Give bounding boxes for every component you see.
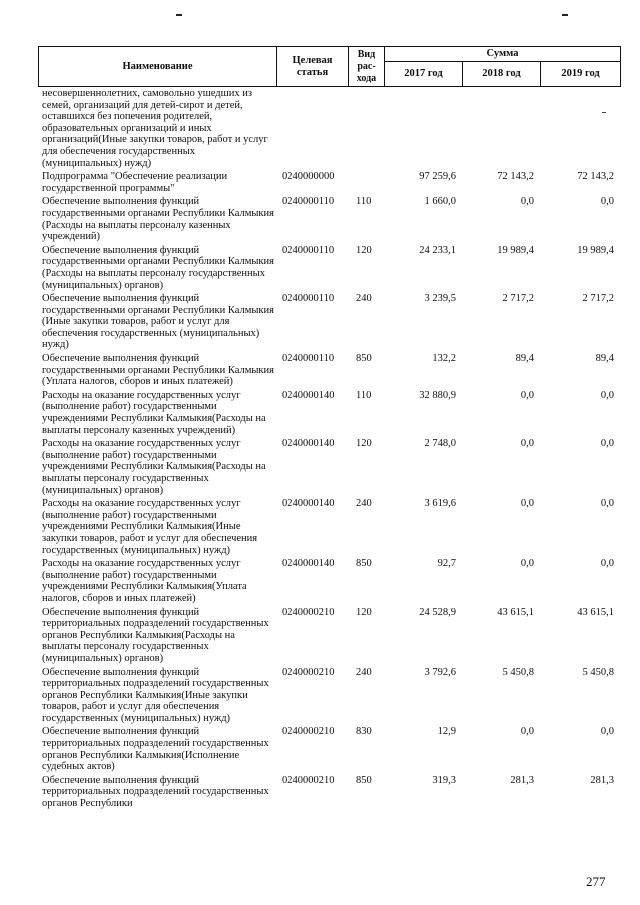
row-target-code: 0240000140 <box>282 498 335 510</box>
row-name: Обеспечение выполнения функций государственными органами Республики Калмыкия (Расходы на выплаты персоналу государственных (муниципальных) органов) <box>42 244 274 291</box>
row-amount-2017: 24 233,1 <box>419 244 456 256</box>
row-amount-2019: 89,4 <box>595 353 614 365</box>
table-row <box>38 291 620 351</box>
row-amount-2018: 5 450,8 <box>502 666 534 678</box>
row-expense-type: 240 <box>356 666 372 678</box>
header-target: Целевая статья <box>277 47 349 87</box>
table-row <box>38 496 620 556</box>
row-amount-2017: 2 748,0 <box>424 438 456 450</box>
row-expense-type: 240 <box>356 498 372 510</box>
top-mark-left <box>176 14 182 16</box>
row-amount-2019: 0,0 <box>600 438 614 450</box>
row-amount-2019: 0,0 <box>600 498 614 510</box>
row-name: Обеспечение выполнения функций территориальных подразделений государственных органов Республики Калмыкия(Расходы на выплаты персоналу государственных (муниципальных) органов) <box>42 606 269 664</box>
row-expense-type <box>348 88 384 169</box>
header-vid: Вид рас-хода <box>349 47 385 87</box>
row-name: Расходы на оказание государственных услуг (выполнение работ) государственными учреждениями Республики Калмыкия(Уплата налогов, сборов и иных платежей) <box>42 558 247 604</box>
row-amount-2019: 0,0 <box>600 558 614 570</box>
row-amount-2017: 3 239,5 <box>424 293 456 305</box>
row-amount-2017: 12,9 <box>437 726 456 738</box>
row-amount-2018: 19 989,4 <box>497 244 534 256</box>
row-amount-2019: 0,0 <box>600 196 614 208</box>
row-target-code: 0240000140 <box>282 438 335 450</box>
row-amount-2018: 72 143,2 <box>497 171 534 183</box>
row-amount-2018: 0,0 <box>520 438 534 450</box>
row-amount-2019 <box>540 88 620 169</box>
row-target-code <box>276 88 348 169</box>
table-row <box>38 605 620 665</box>
row-name: Обеспечение выполнения функций государственными органами Республики Калмыкия (Иные закупки товаров, работ и услуг для обеспечения государственных (муниципальных) нужд) <box>42 293 274 351</box>
row-amount-2018: 43 615,1 <box>497 606 534 618</box>
table-row <box>38 169 620 194</box>
header-year-2017: 2017 год <box>385 62 463 87</box>
page-number: 277 <box>586 874 606 889</box>
row-amount-2017: 3 792,6 <box>424 666 456 678</box>
row-amount-2018: 281,3 <box>510 774 534 786</box>
row-expense-type: 850 <box>356 774 372 786</box>
row-target-code: 0240000210 <box>282 666 335 678</box>
table-row <box>38 773 620 810</box>
row-expense-type: 110 <box>356 389 372 401</box>
row-target-code: 0240000210 <box>282 726 335 738</box>
table-row <box>38 665 620 725</box>
row-amount-2018: 2 717,2 <box>502 293 534 305</box>
table-row <box>38 243 620 291</box>
row-expense-type: 110 <box>356 196 372 208</box>
row-amount-2018: 0,0 <box>520 389 534 401</box>
row-name: Подпрограмма "Обеспечение реализации государственной программы" <box>42 171 228 194</box>
row-target-code: 0240000140 <box>282 389 335 401</box>
header-year-2018: 2018 год <box>463 62 541 87</box>
row-amount-2019: 19 989,4 <box>577 244 614 256</box>
table-row <box>38 388 620 436</box>
row-name: Обеспечение выполнения функций территориальных подразделений государственных органов Республики <box>42 774 269 810</box>
row-amount-2017: 92,7 <box>437 558 456 570</box>
row-name: Обеспечение выполнения функций государственными органами Республики Калмыкия (Расходы на выплаты персоналу казенных учреждений) <box>42 196 274 243</box>
table-header <box>38 46 621 87</box>
budget-table <box>38 88 620 810</box>
row-amount-2017: 97 259,6 <box>419 171 456 183</box>
row-amount-2019: 5 450,8 <box>582 666 614 678</box>
table-row <box>38 556 620 604</box>
row-amount-2017: 1 660,0 <box>424 196 456 208</box>
row-amount-2019: 2 717,2 <box>582 293 614 305</box>
row-amount-2018: 0,0 <box>520 498 534 510</box>
row-amount-2018: 0,0 <box>520 726 534 738</box>
row-name: Обеспечение выполнения функций государственными органами Республики Калмыкия (Уплата налогов, сборов и иных платежей) <box>42 353 274 388</box>
header-name: Наименование <box>39 47 277 87</box>
row-amount-2017: 3 619,6 <box>424 498 456 510</box>
header-year-2019: 2019 год <box>541 62 621 87</box>
table-row <box>38 351 620 388</box>
row-amount-2017: 319,3 <box>432 774 456 786</box>
row-amount-2017: 24 528,9 <box>419 606 456 618</box>
row-target-code: 0240000110 <box>282 293 335 305</box>
row-target-code: 0240000210 <box>282 606 335 618</box>
row-amount-2017 <box>384 88 462 169</box>
row-amount-2018 <box>462 88 540 169</box>
row-amount-2017: 32 880,9 <box>419 389 456 401</box>
row-name: Расходы на оказание государственных услуг (выполнение работ) государственными учреждениями Республики Калмыкия(Расходы на выплаты персоналу казенных учреждений) <box>42 389 266 436</box>
row-target-code: 0240000110 <box>282 196 335 208</box>
row-expense-type: 120 <box>356 606 372 618</box>
row-amount-2019: 43 615,1 <box>577 606 614 618</box>
row-expense-type: 240 <box>356 293 372 305</box>
row-expense-type: 120 <box>356 438 372 450</box>
row-amount-2018: 89,4 <box>515 353 534 365</box>
row-name: Расходы на оказание государственных услуг (выполнение работ) государственными учреждениями Республики Калмыкия(Расходы на выплаты персоналу государственных (муниципальных) органов) <box>42 438 266 496</box>
row-target-code: 0240000110 <box>282 353 335 365</box>
row-target-code: 0240000140 <box>282 558 335 570</box>
row-amount-2019: 0,0 <box>600 726 614 738</box>
row-name: Обеспечение выполнения функций территориальных подразделений государственных органов Республики Калмыкия(Исполнение судебных актов) <box>42 726 269 773</box>
row-amount-2018: 0,0 <box>520 196 534 208</box>
row-target-code: 0240000210 <box>282 774 335 786</box>
top-mark-right <box>562 14 568 16</box>
row-name: Обеспечение выполнения функций территориальных подразделений государственных органов Республики Калмыкия(Иные закупки товаров, работ и услуг для обеспечения государственных (муниципальных) нужд) <box>42 666 269 724</box>
header-sum: Сумма <box>385 47 621 62</box>
row-target-code: 0240000000 <box>282 171 335 183</box>
row-expense-type: 850 <box>356 558 372 570</box>
row-name: несовершеннолетних, самовольно ушедших из семей, организаций для детей-сирот и детей, оставшихся без попечения родителей, образовательных организаций и иных организаций(Иные закупки товаров, работ и услуг для обеспечения государственных (муниципальных) нужд) <box>42 88 268 169</box>
row-amount-2019: 0,0 <box>600 389 614 401</box>
row-expense-type: 850 <box>356 353 372 365</box>
row-expense-type <box>348 169 384 194</box>
row-amount-2018: 0,0 <box>520 558 534 570</box>
row-expense-type: 120 <box>356 244 372 256</box>
table-row <box>38 194 620 242</box>
row-target-code: 0240000110 <box>282 244 335 256</box>
table-row <box>38 88 620 169</box>
row-amount-2019: 72 143,2 <box>577 171 614 183</box>
table-row <box>38 436 620 496</box>
table-row <box>38 724 620 772</box>
row-name: Расходы на оказание государственных услуг (выполнение работ) государственными учреждениями Республики Калмыкия(Иные закупки товаров, работ и услуг для обеспечения государственных (муниципальных) нужд) <box>42 498 258 556</box>
row-amount-2017: 132,2 <box>432 353 456 365</box>
row-expense-type: 830 <box>356 726 372 738</box>
row-amount-2019: 281,3 <box>590 774 614 786</box>
